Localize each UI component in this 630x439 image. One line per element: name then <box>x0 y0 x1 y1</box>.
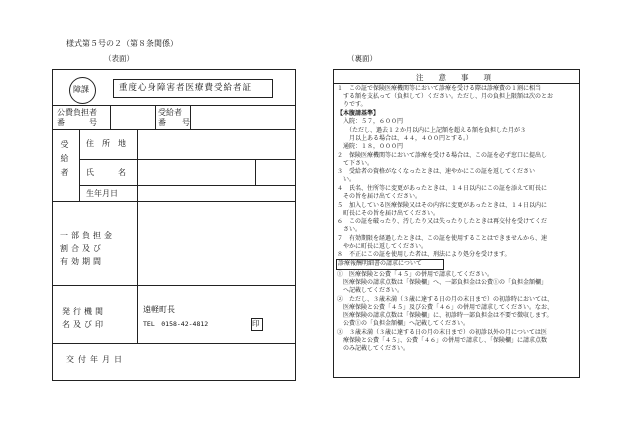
note-line: りです。 <box>337 101 367 108</box>
note-line: ５ 加入している医療保険又はその内容に変更があったときは、１４日以内に <box>337 202 547 209</box>
back-side-label: （裏面） <box>347 54 377 63</box>
divider <box>333 83 579 84</box>
billing-line: ③ ３歳未満（３歳に達する日の月の末日まで）の初診以外の月については医 <box>337 329 547 336</box>
seal-label: 障課 <box>73 85 89 94</box>
note-line: ３ 受給者の資格がなくなったときは、速やかにこの証を返してください <box>337 168 536 175</box>
issuer-label: 発行機関 名及び印 <box>62 307 106 329</box>
billing-line: ① 医療保険と公費「４５」の併用で請求してください。 <box>337 271 494 278</box>
divider <box>137 129 138 201</box>
divider <box>137 285 138 343</box>
divider <box>52 343 295 344</box>
divider <box>79 185 295 186</box>
note-line: 入院：５７，６００円 <box>337 118 404 125</box>
note-line: その旨を届け出てください。 <box>337 193 422 200</box>
form-header-title: 様式第５号の２（第８条関係） <box>66 39 178 48</box>
note-line: さい。 <box>337 226 362 233</box>
billing-line: のみ記載してください。 <box>337 345 410 352</box>
billing-line: 医療保険と公費「４５」及び公費「４６」の併用で請求してください。なお、 <box>337 304 554 311</box>
divider <box>79 159 295 160</box>
note-line: １ この証で保険医療機関等において診療を受ける際は診療費の１割に相当 <box>337 85 542 92</box>
recipient-label: 受給者 <box>60 140 69 182</box>
name-label: 氏 名 <box>86 168 126 177</box>
note-line: する額を支払って（負担して）ください。ただし、月の負担上限額は次のとお <box>337 93 554 100</box>
note-line: ４ 氏名、住所等に変更があったときは、１４日以内にこの証を添えて町長に <box>337 185 547 192</box>
divider <box>110 105 111 129</box>
note-line: やかに町長に返してください。 <box>337 243 428 250</box>
divider <box>52 285 295 286</box>
card-title: 重度心身障害者医療費受給者証 <box>119 83 253 93</box>
copay-label: 一部負担金 割合及び 有効期間 <box>60 231 115 266</box>
note-line: 月以上ある場合は、４４，４００円とする。） <box>337 135 473 142</box>
billing-line: へ記載してください。 <box>337 287 404 294</box>
back-heading: 注 意 事 項 <box>416 73 491 82</box>
billing-line: 医療保険の請求点数は「保険欄」に、初診時一部負担金は不要で徴収します。 <box>337 312 553 319</box>
issuer-tel: TEL 0158-42-4812 <box>143 320 209 328</box>
billing-line: 医療保険の請求点数は「保険欄」へ、一部負担金は公費①の「負担金額欄」 <box>337 279 548 286</box>
recipient-number-label: 受給者 番 号 <box>158 108 190 127</box>
note-line: 【本腹請基準】 <box>337 110 380 117</box>
divider <box>52 129 295 130</box>
divider <box>155 105 156 129</box>
stamp-label: 印 <box>252 319 260 328</box>
note-line: 通院：１８，０００円 <box>337 143 404 150</box>
divider <box>52 201 295 202</box>
divider <box>52 105 295 106</box>
front-side-label: （表面） <box>104 54 134 63</box>
divider <box>137 201 138 285</box>
billing-line: 公費①の「負担金額欄」へ記載してください。 <box>337 320 470 327</box>
note-line: ８ 不正にこの証を使用した者は、刑法により処分を受けます。 <box>337 251 511 258</box>
divider <box>79 129 80 201</box>
address-label: 住 所 地 <box>86 139 126 148</box>
divider <box>255 159 256 185</box>
note-line: 町長にその旨を届け出てください。 <box>337 210 440 217</box>
issue-date-label: 交付年月日 <box>66 355 126 364</box>
billing-box-label: 診療報酬明細書の請求について <box>338 260 422 267</box>
issuer-name: 遠軽町長 <box>143 305 175 314</box>
payer-number-label: 公費負担者 番 号 <box>57 108 97 127</box>
note-line: ７ 有効期限を経過したときは、この証を使用することはできませんから、速 <box>337 235 548 242</box>
note-line: て下さい。 <box>337 160 374 167</box>
billing-line: ② ただし、３歳未満（３歳に達する日の月の末日まで）の初診時においては、 <box>337 296 554 303</box>
birthdate-label: 生年月日 <box>86 189 118 198</box>
note-line: い。 <box>337 176 356 183</box>
divider <box>190 105 191 129</box>
note-line: ２ 保険医療機関等において診療を受ける場合は、この証を必ず窓口に提出し <box>337 152 548 159</box>
note-line: ６ この証を破ったり、汚したり又は失ったりしたときは再交付を受けてくだ <box>337 218 548 225</box>
note-line: （ただし、過去１２か月以内に上記額を超える額を負担した月が３ <box>337 127 527 134</box>
billing-line: 療保険と公費「４５」、公費「４６」の併用で請求し、「保険欄」に請求点数 <box>337 337 548 344</box>
